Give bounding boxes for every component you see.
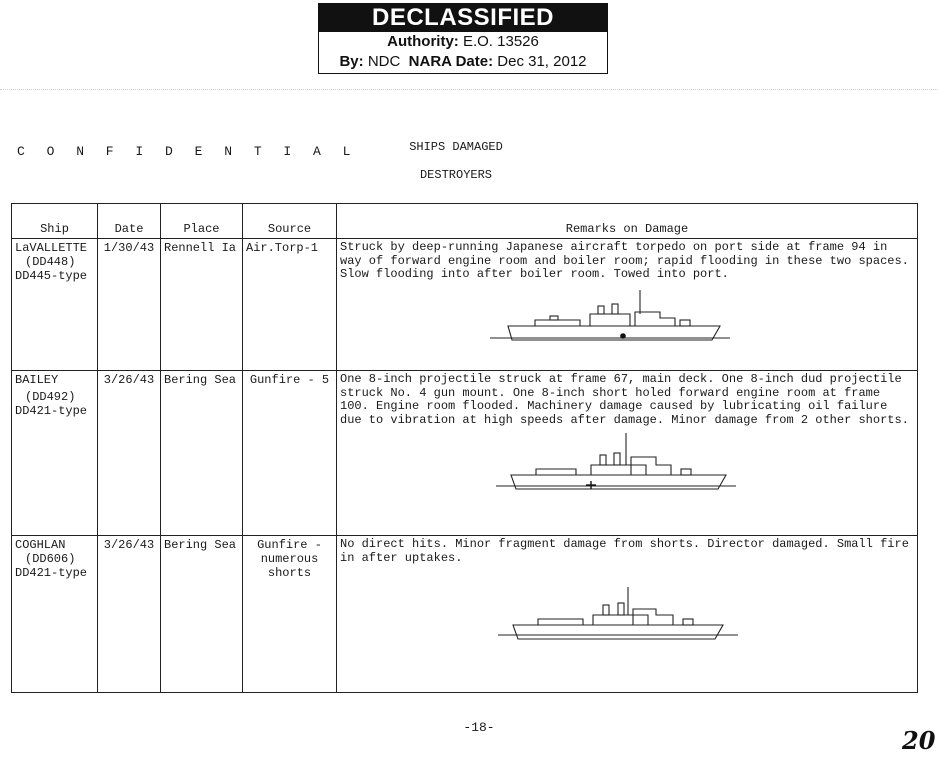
handwritten-page-number: 20 — [902, 726, 936, 755]
stamp-by-value: NDC — [367, 53, 401, 70]
table-header-row — [12, 204, 918, 239]
remarks-text: One 8-inch projectile struck at frame 67, main deck. One 8-inch dud projectile struck No. 4 gun mount. One 8-inch short holed forward engine room at frame 100. Engine room flooded. Machinery damage caused by lubricating oil failure due to vibration at high speeds after damage. Minor damage from 2 other shorts. — [340, 372, 909, 427]
date-cell: 1/30/43 — [98, 239, 161, 371]
column-header: Remarks on Damage — [337, 204, 918, 239]
source-cell — [243, 536, 337, 693]
source-text: shorts — [267, 566, 312, 580]
ship-name: COGHLAN — [15, 538, 66, 552]
column-header: Place — [161, 204, 243, 239]
table-row — [12, 371, 918, 536]
page-number: -18- — [463, 720, 495, 735]
date-cell: 3/26/43 — [98, 371, 161, 536]
table-row — [12, 536, 918, 693]
remarks-cell — [337, 371, 918, 536]
remarks-text: Struck by deep-running Japanese aircraft torpedo on port side at frame 94 in way of forward engine room and boiler room; rapid flooding in these two spaces. Slow flooding into after boiler room. Towed into port. — [340, 240, 909, 281]
ship-name: LaVALLETTE — [15, 241, 88, 255]
place-cell: Bering Sea — [161, 536, 243, 693]
ship-cell — [12, 536, 98, 693]
destroyer-profile-drawing — [498, 587, 748, 649]
stamp-title: DECLASSIFIED — [319, 4, 607, 32]
stamp-nara-value: Dec 31, 2012 — [497, 53, 587, 70]
page-heading: SHIPS DAMAGED — [409, 140, 503, 154]
declassified-stamp — [318, 3, 608, 74]
ship-type: DD421-type — [15, 404, 88, 418]
source-text: Air.Torp-1 — [246, 241, 319, 255]
source-text: numerous — [260, 552, 319, 566]
table-row — [12, 239, 918, 371]
ship-name: BAILEY — [15, 373, 59, 387]
source-text: Gunfire - — [257, 538, 322, 552]
ship-hull-number: (DD606) — [25, 552, 76, 566]
stamp-authority-value: E.O. 13526 — [462, 33, 539, 50]
remarks-text: No direct hits. Minor fragment damage from shorts. Director damaged. Small fire in after uptakes. — [340, 537, 909, 565]
stamp-authority-line — [319, 32, 607, 52]
ship-cell — [12, 239, 98, 371]
source-cell — [243, 239, 337, 371]
page-subheading: DESTROYERS — [419, 168, 492, 182]
damage-table — [11, 203, 918, 693]
place-cell: Bering Sea — [161, 371, 243, 536]
scan-edge-line — [0, 89, 938, 91]
column-header: Date — [98, 204, 161, 239]
stamp-nara-label: NARA Date: — [408, 53, 494, 70]
destroyer-profile-drawing — [496, 433, 746, 495]
remarks-cell — [337, 536, 918, 693]
ship-type: DD421-type — [15, 566, 88, 580]
column-header: Ship — [12, 204, 98, 239]
ship-hull-number: (DD448) — [25, 255, 76, 269]
date-cell: 3/26/43 — [98, 536, 161, 693]
stamp-by-label: By: — [339, 53, 364, 70]
place-cell: Rennell Ia — [161, 239, 243, 371]
classification-label: C O N F I D E N T I A L — [17, 144, 358, 159]
stamp-authority-label: Authority: — [387, 33, 459, 50]
stamp-by-line — [319, 52, 607, 72]
source-text: Gunfire - 5 — [249, 373, 330, 387]
source-cell — [243, 371, 337, 536]
ship-type: DD445-type — [15, 269, 88, 283]
destroyer-profile-drawing — [490, 288, 740, 350]
remarks-cell — [337, 239, 918, 371]
column-header: Source — [243, 204, 337, 239]
ship-cell — [12, 371, 98, 536]
ship-hull-number: (DD492) — [25, 390, 76, 404]
